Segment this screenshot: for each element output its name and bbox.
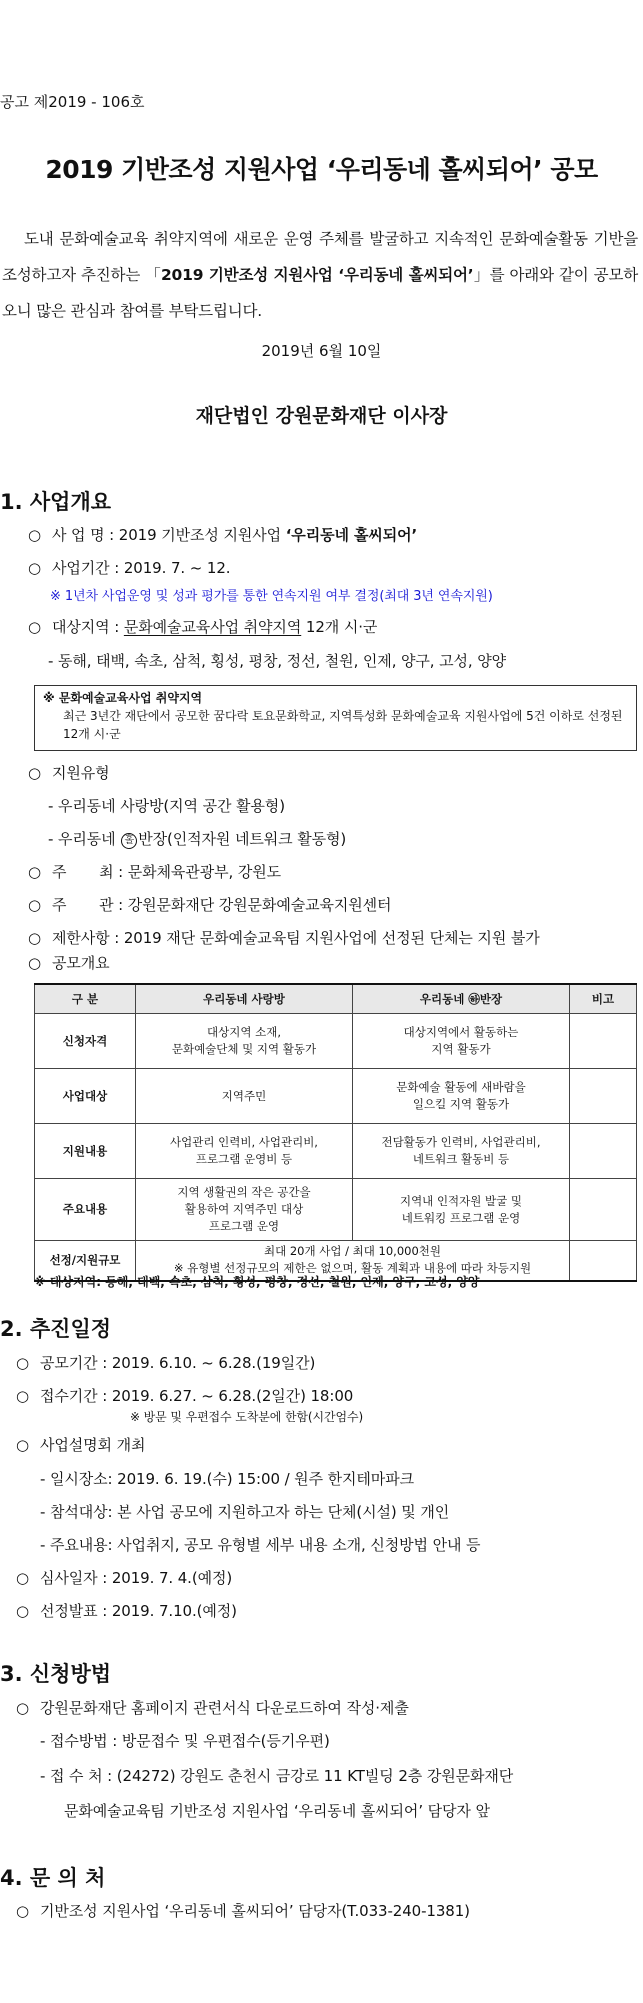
bullet-circle: ○ <box>28 526 41 544</box>
table-cell: 전담활동가 인력비, 사업관리비, 네트워크 활동비 등 <box>353 1124 570 1179</box>
table-cell-empty <box>570 1241 637 1281</box>
table-note: ※ 대상지역: 동해, 태백, 속초, 삼척, 횡성, 평창, 정선, 철원, 인제, 양구, 고성, 양양 <box>34 1275 480 1289</box>
contact-text: 기반조성 지원사업 ‘우리동네 홀씨되어’ 담당자(T.033-240-1381) <box>40 1902 470 1920</box>
table-cell: 문화예술 활동에 새바람을 일으킬 지역 활동가 <box>353 1069 570 1124</box>
table-cell-empty <box>570 1179 637 1241</box>
target-region-list: - 동해, 태백, 속초, 삼척, 횡성, 평창, 정선, 철원, 인제, 양구, 고성, 양양 <box>48 652 507 670</box>
support-type-2-prefix: - 우리동네 <box>48 830 121 848</box>
call-period <box>16 1352 315 1373</box>
bullet-circle: ○ <box>28 863 41 881</box>
table-row-label: 신청자격 <box>35 1014 136 1069</box>
table-cell-empty <box>570 1014 637 1069</box>
section-4-heading: 4. 문 의 처 <box>0 1866 106 1890</box>
table-row-label: 주요내용 <box>35 1179 136 1241</box>
table-cell-empty <box>570 1124 637 1179</box>
call-period-text: 공모기간 : 2019. 6.10. ~ 6.28.(19일간) <box>40 1354 316 1372</box>
table-row-label: 지원내용 <box>35 1124 136 1179</box>
scale-line-2: ※ 유형별 선정규모의 제한은 없으며, 활동 계획과 내용에 따라 차등지원 <box>173 1261 532 1276</box>
page-title: 2019 기반조성 지원사업 ‘우리동네 홀씨되어’ 공모 <box>45 155 598 184</box>
download-text: 강원문화재단 홈페이지 관련서식 다운로드하여 작성·제출 <box>40 1699 409 1717</box>
table-header-cell: 우리동네 사랑방 <box>136 984 353 1014</box>
download-instructions <box>16 1697 409 1718</box>
scale-line-1: 최대 20개 사업 / 최대 10,000천원 <box>263 1244 441 1259</box>
table-row <box>35 1124 637 1179</box>
intro-text-2: 」를 아래와 같이 공모하오니 많은 관심과 참여를 부탁드립니다. <box>2 266 638 320</box>
organizer-text: 주 관 : 강원문화재단 강원문화예술교육지원센터 <box>52 896 392 914</box>
restriction-text: 제한사항 : 2019 재단 문화예술교육팀 지원사업에 선정된 단체는 지원 불가 <box>52 929 540 947</box>
receipt-method: - 접수방법 : 방문접수 및 우편접수(등기우편) <box>40 1732 330 1750</box>
announce-date <box>16 1600 237 1621</box>
notice-number: 공고 제2019 - 106호 <box>0 93 145 111</box>
table-cell: 사업관리 인력비, 사업관리비, 프로그램 운영비 등 <box>136 1124 353 1179</box>
support-type-2-suffix: 반장(인적자원 네트워크 활동형) <box>138 830 347 848</box>
target-label: 대상지역 : <box>52 618 124 636</box>
target-suffix: 12개 시·군 <box>301 618 378 636</box>
receipt-note: ※ 방문 및 우편접수 도착분에 한함(시간엄수) <box>130 1410 364 1424</box>
bullet-circle: ○ <box>28 559 41 577</box>
target-region <box>28 616 377 637</box>
target-value: 문화예술교육사업 취약지역 <box>123 618 302 636</box>
section-2-heading: 2. 추진일정 <box>0 1317 112 1341</box>
note-box-title: ※ 문화예술교육사업 취약지역 <box>43 691 203 705</box>
support-type <box>28 762 110 783</box>
overview <box>28 952 110 973</box>
period-note: ※ 1년차 사업운영 및 성과 평가를 통한 연속지원 여부 결정(최대 3년 연속지원) <box>50 589 493 604</box>
announce-date-text: 선정발표 : 2019. 7.10.(예정) <box>40 1602 237 1620</box>
note-box-body: 최근 3년간 재단에서 공모한 꿈다락 토요문화학교, 지역특성화 문화예술교육 지원사업에 5건 이하로 선정된 12개 시·군 <box>63 709 623 741</box>
bullet-circle: ○ <box>28 896 41 914</box>
bullet-circle: ○ <box>28 618 41 636</box>
table-cell: 대상지역에서 활동하는 지역 활동가 <box>353 1014 570 1069</box>
briefing-text: 사업설명회 개최 <box>40 1436 146 1454</box>
bullet-circle: ○ <box>16 1436 29 1454</box>
bullet-circle: ○ <box>16 1387 29 1405</box>
briefing <box>16 1434 145 1455</box>
organizer <box>28 894 391 915</box>
bullet-circle: ○ <box>16 1699 29 1717</box>
section-1-heading: 1. 사업개요 <box>0 490 112 514</box>
overview-label: 공모개요 <box>52 954 110 972</box>
table-header-cell: 구 분 <box>35 984 136 1014</box>
support-type-1: - 우리동네 사랑방(지역 공간 활용형) <box>48 797 285 815</box>
briefing-target: - 참석대상: 본 사업 공모에 지원하고자 하는 단체(시설) 및 개인 <box>40 1503 450 1521</box>
restriction <box>28 927 540 948</box>
briefing-content: - 주요내용: 사업취지, 공모 유형별 세부 내용 소개, 신청방법 안내 등 <box>40 1536 481 1554</box>
table-cell-empty <box>570 1069 637 1124</box>
table-cell: 지역 생활권의 작은 공간을 활용하여 지역주민 대상 프로그램 운영 <box>136 1179 353 1241</box>
receipt-period-text: 접수기간 : 2019. 6.27. ~ 6.28.(2일간) 18:00 <box>40 1387 354 1405</box>
table-header-cell: 비고 <box>570 984 637 1014</box>
table-cell: 지역내 인적자원 발굴 및 네트워킹 프로그램 운영 <box>353 1179 570 1241</box>
bullet-circle: ○ <box>16 1602 29 1620</box>
vulnerable-region-note-box <box>34 685 637 751</box>
table-row <box>35 1069 637 1124</box>
table-cell: 지역주민 <box>136 1069 353 1124</box>
bullet-circle: ○ <box>28 764 41 782</box>
bullet-circle: ○ <box>16 1569 29 1587</box>
notice-date: 2019년 6월 10일 <box>261 342 382 360</box>
issuer-name: 재단법인 강원문화재단 이사장 <box>195 405 448 427</box>
host <box>28 861 281 882</box>
intro-bold-project: 2019 기반조성 지원사업 ‘우리동네 홀씨되어’ <box>160 266 474 284</box>
intro-paragraph <box>2 221 638 329</box>
bullet-circle: ○ <box>16 1354 29 1372</box>
bullet-circle: ○ <box>28 954 41 972</box>
contact <box>16 1900 470 1921</box>
intro-text-1: 도내 문화예술교육 취약지역에 새로운 운영 주체를 발굴하고 지속적인 문화예술활동 기반을 조성하고자 추진하는 「 <box>2 230 638 284</box>
review-date-text: 심사일자 : 2019. 7. 4.(예정) <box>40 1569 233 1587</box>
table-row-label: 선정/지원규모 <box>35 1241 136 1281</box>
support-type-2 <box>48 828 346 849</box>
bullet-circle: ○ <box>28 929 41 947</box>
table-row <box>35 1014 637 1069</box>
receipt-period <box>16 1385 353 1406</box>
table-cell: 대상지역 소재, 문화예술단체 및 지역 활동가 <box>136 1014 353 1069</box>
bullet-circle: ○ <box>16 1902 29 1920</box>
section-3-heading: 3. 신청방법 <box>0 1662 112 1686</box>
receipt-address-2: 문화예술교육팀 기반조성 지원사업 ‘우리동네 홀씨되어’ 담당자 앞 <box>64 1802 490 1820</box>
receipt-address-1: - 접 수 처 : (24272) 강원도 춘천시 금강로 11 KT빌딩 2층 강원문화재단 <box>40 1767 514 1785</box>
table-row-label: 사업대상 <box>35 1069 136 1124</box>
project-period-text: 사업기간 : 2019. 7. ~ 12. <box>52 559 231 577</box>
review-date <box>16 1567 232 1588</box>
project-period <box>28 557 230 578</box>
project-name-value: ‘우리동네 홀씨되어’ <box>285 526 418 544</box>
host-text: 주 최 : 문화체육관광부, 강원도 <box>52 863 281 881</box>
project-name <box>28 524 417 545</box>
table-header-cell: 우리동네 ㉻반장 <box>353 984 570 1014</box>
table-row <box>35 1179 637 1241</box>
briefing-place: - 일시장소: 2019. 6. 19.(수) 15:00 / 원주 한지테마파크 <box>40 1470 414 1488</box>
table-header-row <box>35 984 637 1014</box>
project-name-label: 사 업 명 : 2019 기반조성 지원사업 <box>52 526 286 544</box>
support-type-label: 지원유형 <box>52 764 110 782</box>
overview-table <box>34 983 637 1282</box>
circled-hol-glyph: 홀 <box>121 833 137 849</box>
